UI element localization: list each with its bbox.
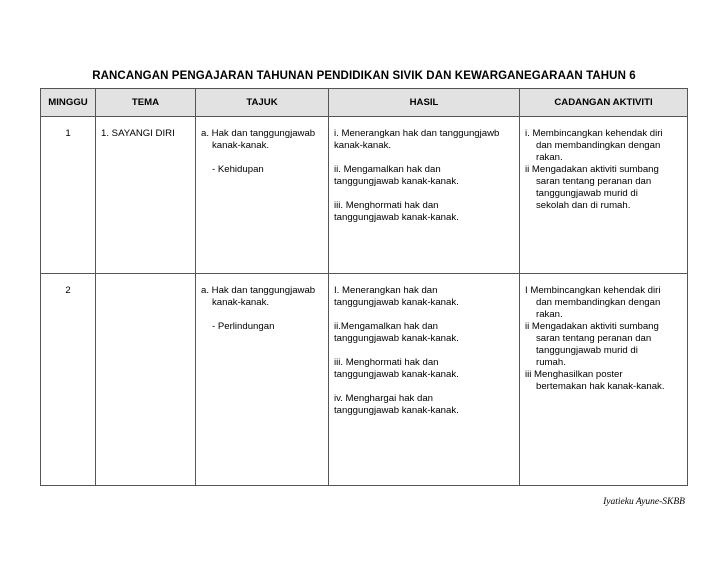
cadangan-cell [520, 274, 688, 486]
cadangan-line: sekolah dan di rumah. [536, 200, 631, 211]
hasil-line: tanggungjawab kanak-kanak. [334, 212, 459, 223]
header-hasil: HASIL [329, 89, 520, 117]
cadangan-item [525, 369, 684, 393]
hasil-item [334, 128, 516, 152]
cadangan-line: ii Mengadakan aktiviti sumbang [525, 321, 659, 332]
tajuk-line: a. Hak dan tanggungjawab [201, 128, 316, 139]
table-row [41, 274, 688, 486]
cadangan-line: rumah. [536, 357, 566, 368]
header-cadangan: CADANGAN AKTIVITI [520, 89, 688, 117]
cadangan-item [525, 128, 684, 164]
hasil-line: iii. Menghormati hak dan [334, 357, 439, 368]
table-header-row [41, 89, 688, 117]
hasil-item [334, 164, 516, 188]
header-minggu: MINGGU [41, 89, 96, 117]
author-footer: Iyatieku Ayune-SKBB [603, 497, 685, 507]
cadangan-line: dan membandingkan dengan [536, 140, 661, 151]
hasil-line: tanggungjawab kanak-kanak. [334, 333, 459, 344]
page-title: RANCANGAN PENGAJARAN TAHUNAN PENDIDIKAN SIVIK DAN KEWARGANEGARAAN TAHUN 6 [92, 70, 636, 82]
hasil-line: ii. Mengamalkan hak dan [334, 164, 441, 175]
minggu-cell: 2 [41, 274, 96, 486]
cadangan-line: rakan. [536, 152, 563, 163]
cadangan-item [525, 164, 684, 212]
cadangan-line: saran tentang peranan dan [536, 176, 652, 187]
hasil-item [334, 285, 516, 309]
tajuk-subtopic: - Kehidupan [212, 164, 264, 175]
cadangan-line: iii Menghasilkan poster [525, 369, 623, 380]
hasil-line: iv. Menghargai hak dan [334, 393, 434, 404]
hasil-cell [329, 117, 520, 274]
hasil-line: i. Menerangkan hak dan tanggungjawb [334, 128, 500, 139]
cadangan-line: dan membandingkan dengan [536, 297, 661, 308]
tajuk-line: kanak-kanak. [212, 140, 270, 151]
cadangan-line: ii Mengadakan aktiviti sumbang [525, 164, 659, 175]
hasil-line: ii.Mengamalkan hak dan [334, 321, 438, 332]
cadangan-line: I Membincangkan kehendak diri [525, 285, 661, 296]
tajuk-line: a. Hak dan tanggungjawab [201, 285, 316, 296]
cadangan-line: tanggungjawab murid di [536, 188, 638, 199]
cadangan-line: i. Membincangkan kehendak diri [525, 128, 663, 139]
hasil-line: I. Menerangkan hak dan [334, 285, 438, 296]
hasil-line: tanggungjawab kanak-kanak. [334, 369, 459, 380]
hasil-line: tanggungjawab kanak-kanak. [334, 297, 459, 308]
hasil-line: tanggungjawab kanak-kanak. [334, 405, 459, 416]
cadangan-line: saran tentang peranan dan [536, 333, 652, 344]
tema-text: 1. SAYANGI DIRI [101, 128, 175, 139]
hasil-item [334, 357, 516, 381]
cadangan-item [525, 285, 684, 321]
minggu-cell: 1 [41, 117, 96, 274]
hasil-item [334, 393, 516, 417]
lesson-plan-table [40, 88, 688, 486]
cadangan-line: bertemakan hak kanak-kanak. [536, 381, 665, 392]
hasil-line: iii. Menghormati hak dan [334, 200, 439, 211]
tema-cell [96, 274, 196, 486]
cadangan-item [525, 321, 684, 369]
cadangan-line: rakan. [536, 309, 563, 320]
tajuk-cell [196, 117, 329, 274]
tajuk-subtopic: - Perlindungan [212, 321, 275, 332]
hasil-item [334, 200, 516, 224]
table-row [41, 117, 688, 274]
hasil-line: kanak-kanak. [334, 140, 392, 151]
tajuk-line: kanak-kanak. [212, 297, 270, 308]
hasil-cell [329, 274, 520, 486]
tajuk-cell [196, 274, 329, 486]
tema-cell [96, 117, 196, 274]
hasil-item [334, 321, 516, 345]
cadangan-line: tanggungjawab murid di [536, 345, 638, 356]
header-tema: TEMA [96, 89, 196, 117]
hasil-line: tanggungjawab kanak-kanak. [334, 176, 459, 187]
header-tajuk: TAJUK [196, 89, 329, 117]
cadangan-cell [520, 117, 688, 274]
